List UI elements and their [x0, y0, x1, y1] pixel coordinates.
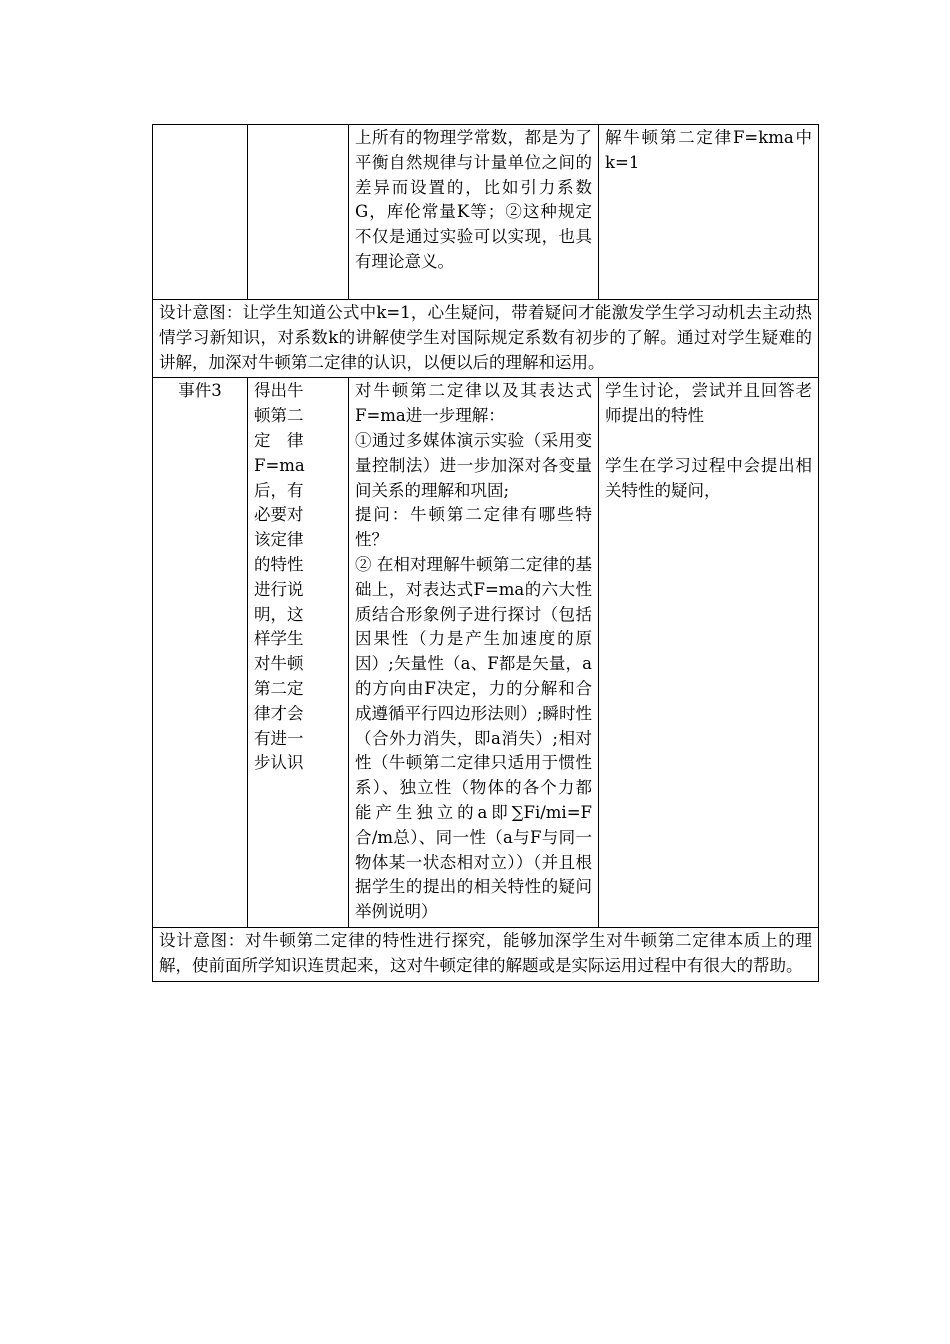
teacher-activity-paragraph: ①通过多媒体演示实验（采用变量控制法）进一步加深对各变量间关系的理解和巩固;	[355, 430, 592, 500]
teacher-activity-cell	[349, 378, 599, 928]
event-description-line: 步认识	[254, 753, 304, 773]
design-intent-text: 设计意图：对牛顿第二定律的特性进行探究，能够加深学生对牛顿第二定律本质上的理解，使前面所学知识连贯起来，这对牛顿定律的解题或是实际运用过程中有很大的帮助。	[159, 930, 812, 975]
event-description-line: 的特性	[254, 554, 304, 574]
empty-cell	[248, 125, 349, 300]
event-description-line: F=ma	[254, 455, 305, 475]
design-intent-cell	[153, 927, 819, 981]
student-activity-cell	[599, 378, 819, 928]
teacher-activity-cell	[349, 125, 599, 300]
table-row	[153, 125, 819, 300]
empty-cell	[153, 125, 248, 300]
design-intent-text: 设计意图：让学生知道公式中k=1，心生疑问，带着疑问才能激发学生学习动机去主动热情学习新知识，对系数k的讲解使学生对国际规定系数有初步的了解。通过对学生疑难的讲解，加深对牛顿第二定律的认识，以便以后的理解和运用。	[159, 303, 812, 372]
student-activity-text: 解牛顿第二定律F=kma中k=1	[605, 128, 812, 172]
event-description-line: 该定律	[254, 530, 304, 550]
student-activity-cell	[599, 125, 819, 300]
table-row	[153, 300, 819, 378]
table-row	[153, 378, 819, 928]
lesson-plan-table	[152, 124, 819, 982]
teacher-activity-paragraph: 对牛顿第二定律以及其表达式F=ma进一步理解：	[355, 381, 592, 426]
event-description-line: 得出牛	[254, 381, 304, 401]
event-description-cell	[248, 378, 349, 928]
event-description-line: 有进一	[254, 728, 304, 748]
event-description-line: 后，有	[254, 480, 304, 500]
event-description-line: 第二定	[254, 678, 304, 698]
teacher-activity-paragraph: 提问：牛顿第二定律有哪些特性？	[355, 505, 592, 550]
event-description-line: 样学生	[254, 629, 304, 649]
event-description-line: 进行说	[254, 579, 304, 599]
teacher-activity-paragraph: ② 在相对理解牛顿第二定律的基础上，对表达式F=ma的六大性质结合形象例子进行探讨（包括因果性（力是产生加速度的原因）;矢量性（a、F都是矢量，a的方向由F决定，力的分解和合成遵循平行四边形法则）;瞬时性（合外力消失，即a消失）;相对性（牛顿第二定律只适用于惯性系）、独立性（物体的各个力都能产生独立的a即∑Fi/mi=F合/m总）、同一性（a与F与同一物体某一状态相对立））（并且根据学生的提出的相关特性的疑问举例说明）	[355, 554, 592, 922]
event-description-line: 明，这	[254, 604, 304, 624]
table-row	[153, 927, 819, 981]
event-label-cell	[153, 378, 248, 928]
event-description-line: 律才会	[254, 703, 304, 723]
design-intent-cell	[153, 300, 819, 378]
teacher-activity-text: 上所有的物理学常数，都是为了平衡自然规律与计量单位之间的差异而设置的，比如引力系数G，库伦常量K等；②这种规定不仅是通过实验可以实现，也具有理论意义。	[355, 128, 592, 271]
student-activity-paragraph: 学生讨论，尝试并且回答老师提出的特性	[605, 381, 812, 426]
paragraph-gap	[605, 429, 812, 454]
event-label: 事件3	[178, 381, 222, 401]
event-description-line: 必要对	[254, 505, 304, 525]
student-activity-paragraph: 学生在学习过程中会提出相关特性的疑问，	[605, 455, 812, 500]
event-description-line: 顿第二	[254, 406, 304, 426]
event-description-line: 定 律	[254, 430, 304, 450]
event-description-line: 对牛顿	[254, 654, 304, 674]
